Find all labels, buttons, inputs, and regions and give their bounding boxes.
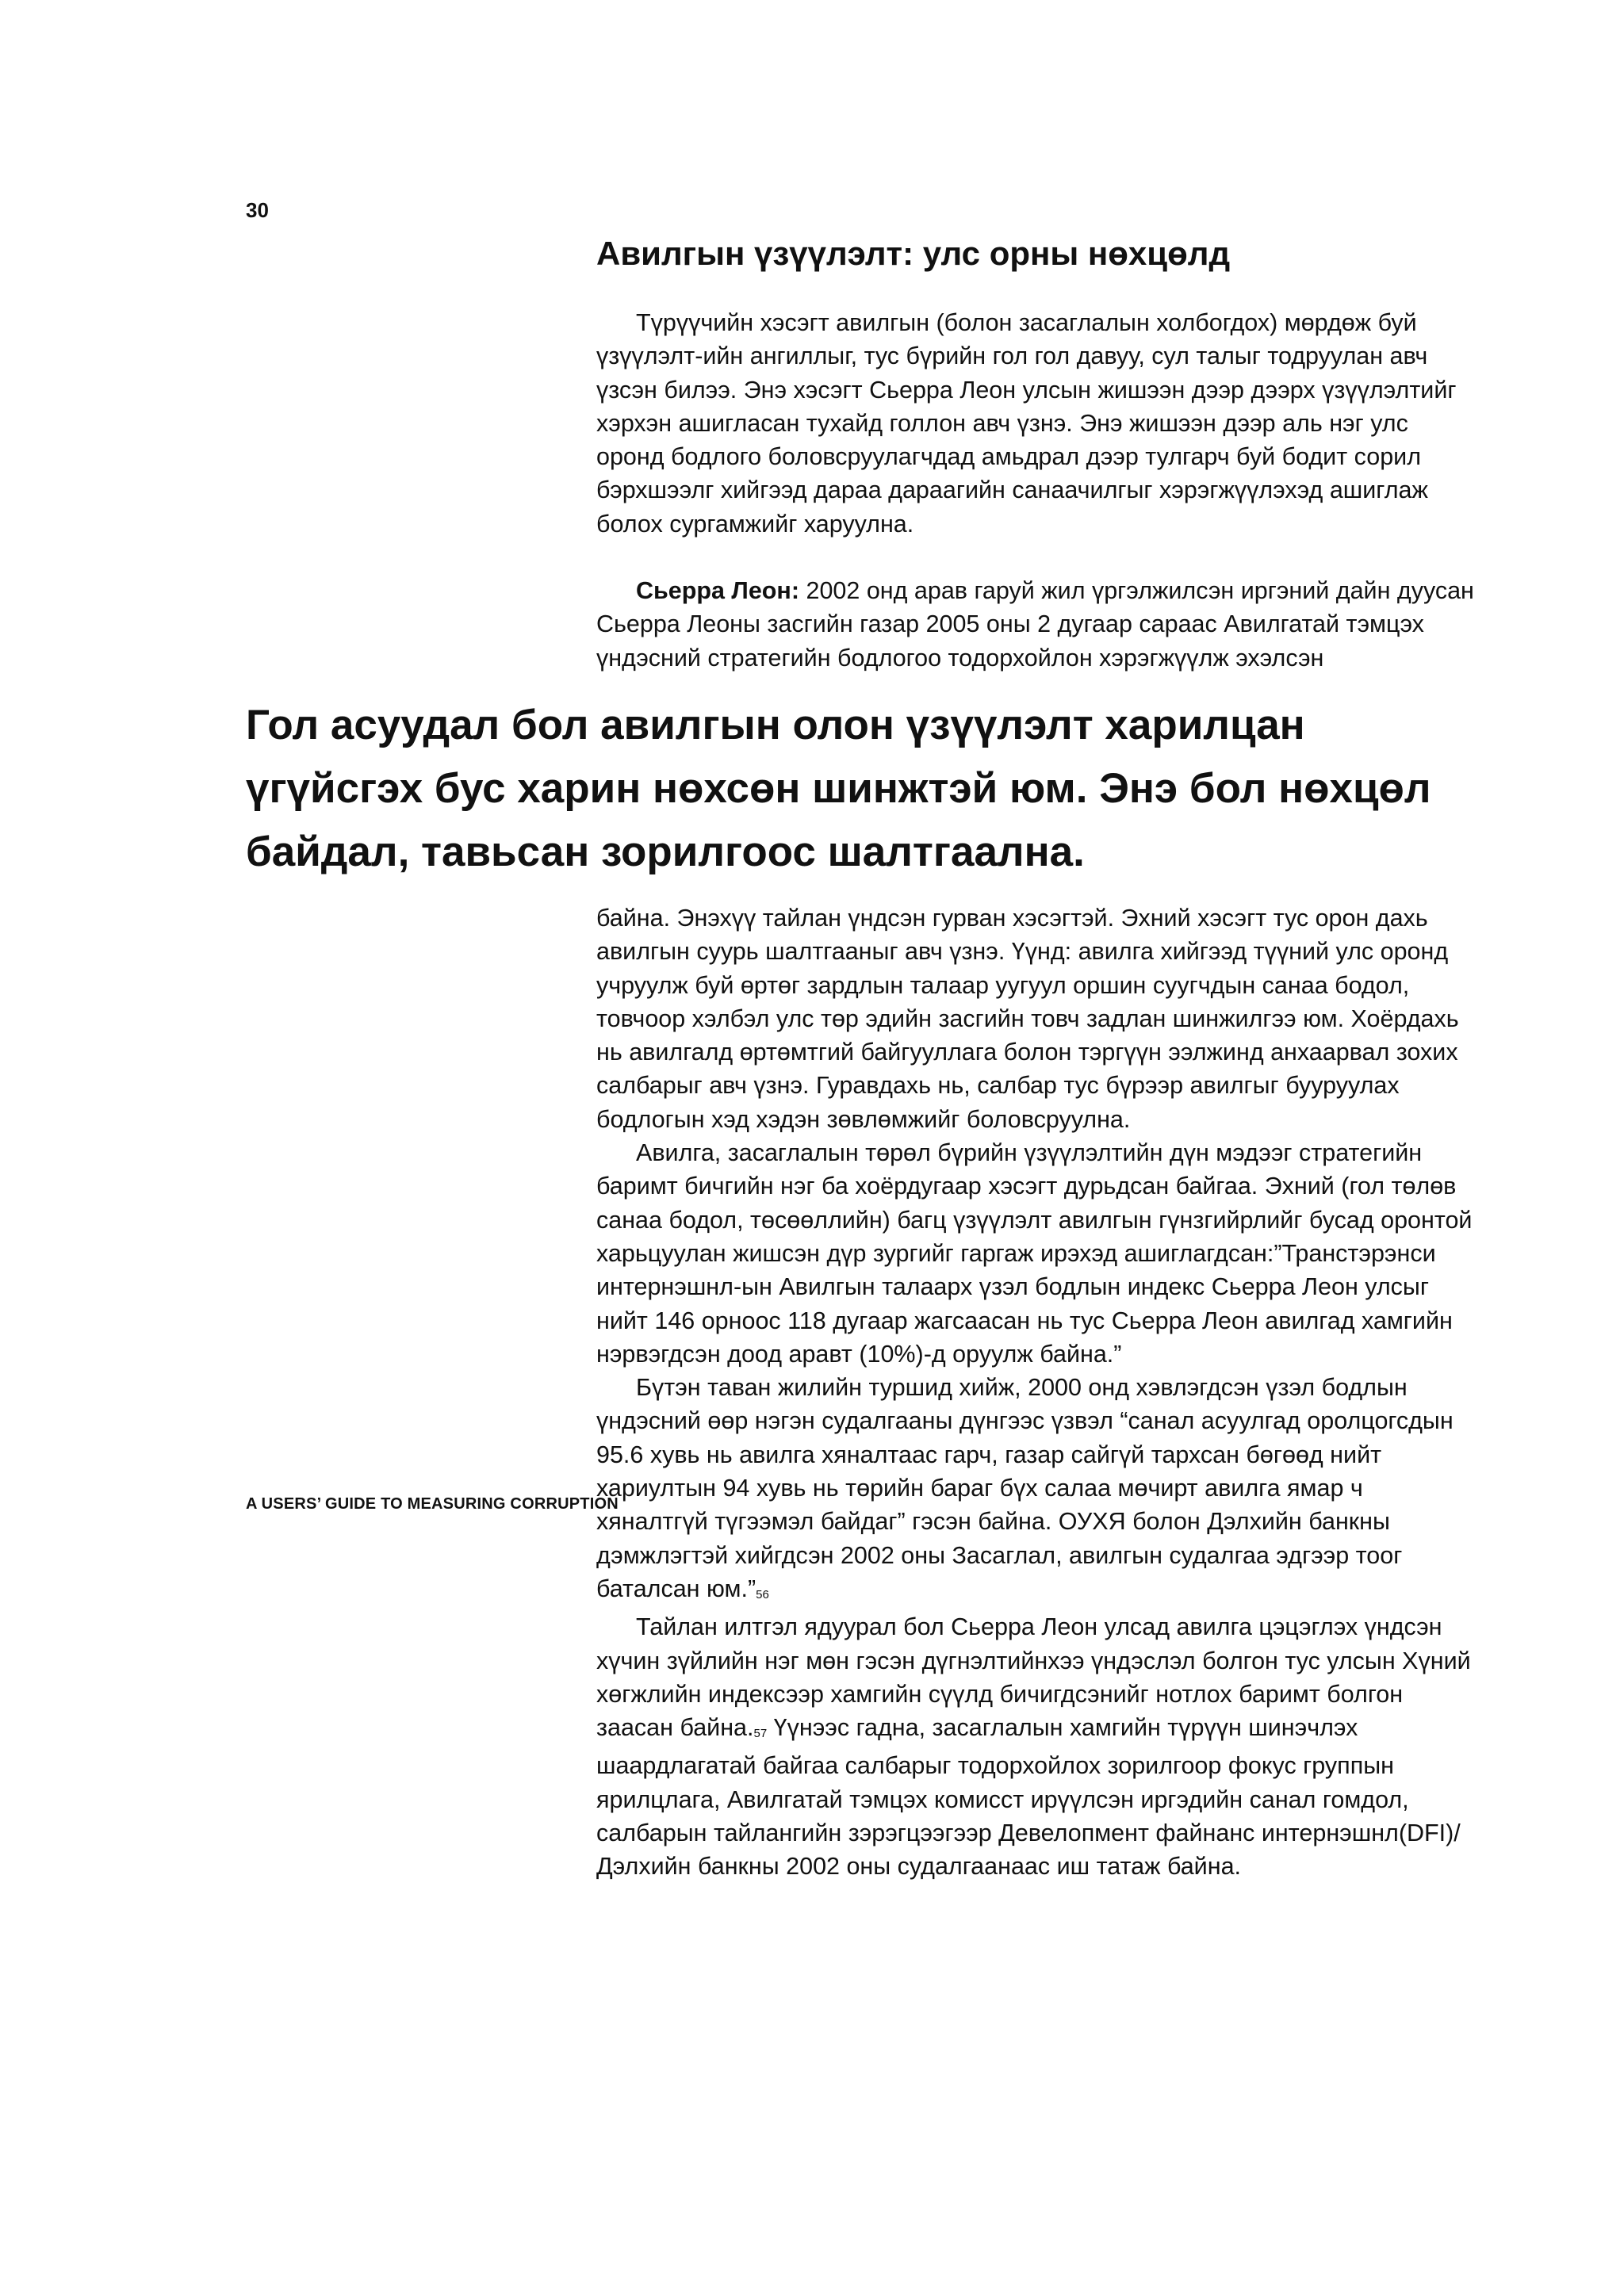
pullquote: Гол асуудал бол авилгын олон үзүүлэлт харилцан үгүйсгэх бус харин нөхсөн шинжтэй юм. Энэ бол нөхцөл байдал, тавьсан зорилгоос шалтгаална. bbox=[246, 702, 1431, 875]
page-number: 30 bbox=[246, 198, 269, 222]
footnote-ref-56: 56 bbox=[756, 1587, 769, 1601]
sierra-leone-label: Сьерра Леон: bbox=[636, 577, 800, 604]
body-paragraph-3-text: Бүтэн таван жилийн туршид хийж, 2000 онд хэвлэгдсэн үзэл бодлын үндэсний өөр нэгэн судалгааны дүнгээс үзвэл “санал асуулгад оролцогсдын 95.6 хувь нь авилга хяналтаас гарч, газар сайгүй тархсан бөгөөд нийт хариултын 94 хувь нь төрийн бараг бүх салаа мөчирт авилга ямар ч хяналтгүй түгээмэл байдаг” гэсэн байна. ОУХЯ болон Дэлхийн банкны дэмжлэгтэй хийгдсэн 2002 оны Засаглал, авилгын судалгаа эдгээр тоог баталсан юм.” bbox=[596, 1374, 1454, 1602]
intro-column bbox=[596, 306, 1477, 541]
body-paragraph-3 bbox=[596, 1371, 1477, 1610]
intro-paragraph: Түрүүчийн хэсэгт авилгын (болон засаглалын холбогдох) мөрдөж буй үзүүлэлт-ийн ангиллыг, тус бүрийн гол гол давуу, сул талыг тодруулан авч үзсэн билээ. Энэ хэсэгт Сьерра Леон улсын жишээн дээр дээрх үзүүлэлтийг хэрхэн ашигласан тухайд голлон авч үзнэ. Энэ жишээн дээр аль нэг улс оронд бодлого боловсруулагчдад амьдрал дээр тулгарч буй бодит сорил бэрхшээлг хийгээд дараа дараагийн санаачилгыг хэрэгжүүлэхэд ашиглаж болох сургамжийг харуулна. bbox=[596, 309, 1457, 538]
body-column bbox=[596, 901, 1477, 1884]
running-footer: A USERS’ GUIDE TO MEASURING CORRUPTION bbox=[246, 1495, 619, 1513]
body-paragraph-2: Авилга, засаглалын төрөл бүрийн үзүүлэлтийн дүн мэдээг стратегийн баримт бичгийн нэг ба хоёрдугаар хэсэгт дурьдсан байгаа. Эхний (гол төлөв санаа бодол, төсөөллийн) багц үзүүлэлт авилгын гүнзгийрлийг бусад оронтой харьцуулан жишсэн дүр зургийг гаргаж ирэхэд ашиглагдсан:”Транстэрэнси интернэшнл-ын Авилгын талаарх үзэл бодлын индекс Сьерра Леон улсыг нийт 146 орноос 118 дугаар жагсаасан нь тус Сьерра Леон авилгад хамгийн нэрвэгдсэн доод аравт (10%)-д оруулж байна.” bbox=[596, 1139, 1473, 1368]
section-heading: Авилгын үзүүлэлт: улс орны нөхцөлд bbox=[596, 235, 1231, 272]
sierra-leone-paragraph bbox=[596, 574, 1477, 675]
body-paragraph-4-text-a: Тайлан илтгэл ядуурал бол Сьерра Леон улсад авилга цэцэглэх үндсэн хүчин зүйлийн нэг мөн гэсэн дүгнэлтийнхээ үндэслэл болгон тус улсын Хүний хөгжлийн индексээр хамгийн сүүлд бичигдсэнийг нотлох баримт болгон заасан байна. bbox=[596, 1613, 1471, 1742]
body-paragraph-4-text-b: Үүнээс гадна, засаглалын хамгийн түрүүн шинэчлэх шаардлагатай байгаа салбарыг тодорхойлох зорилгоор фокус группын ярилцлага, Авилгатай тэмцэх комисст ирүүлсэн иргэдийн санал гомдол, салбарын тайлангийн зэрэгцээгээр Девелопмент файнанс интернэшнл(DFI)/Дэлхийн банкны 2002 оны судалгаанаас иш татаж байна. bbox=[596, 1714, 1461, 1881]
body-paragraph-4 bbox=[596, 1610, 1477, 1883]
footnote-ref-57: 57 bbox=[753, 1727, 768, 1741]
sierra-leone-text: 2002 онд арав гаруй жил үргэлжилсэн иргэний дайн дуусан Сьерра Леоны засгийн газар 2005 оны 2 дугаар сараас Авилгатай тэмцэх үндэсний стратегийн бодлогоо тодорхойлон хэрэгжүүлж эхэлсэн bbox=[596, 577, 1474, 672]
sierra-leone-column bbox=[596, 574, 1477, 675]
body-paragraph-1: байна. Энэхүү тайлан үндсэн гурван хэсэгтэй. Эхний хэсэгт тус орон дахь авилгын суурь шалтгааныг авч үзнэ. Үүнд: авилга хийгээд түүний улс оронд учруулж буй өртөг зардлын талаар уугуул оршин суугчдын санаа бодол, товчоор хэлбэл улс төр эдийн засгийн товч задлан шинжилгээ юм. Хоёрдахь нь авилгалд өртөмтгий байгууллага болон тэргүүн ээлжинд анхаарвал зохих салбарыг авч үзнэ. Гуравдахь нь, салбар тус бүрээр авилгыг бууруулах бодлогын хэд хэдэн зөвлөмжийг боловсруулна. bbox=[596, 905, 1459, 1133]
